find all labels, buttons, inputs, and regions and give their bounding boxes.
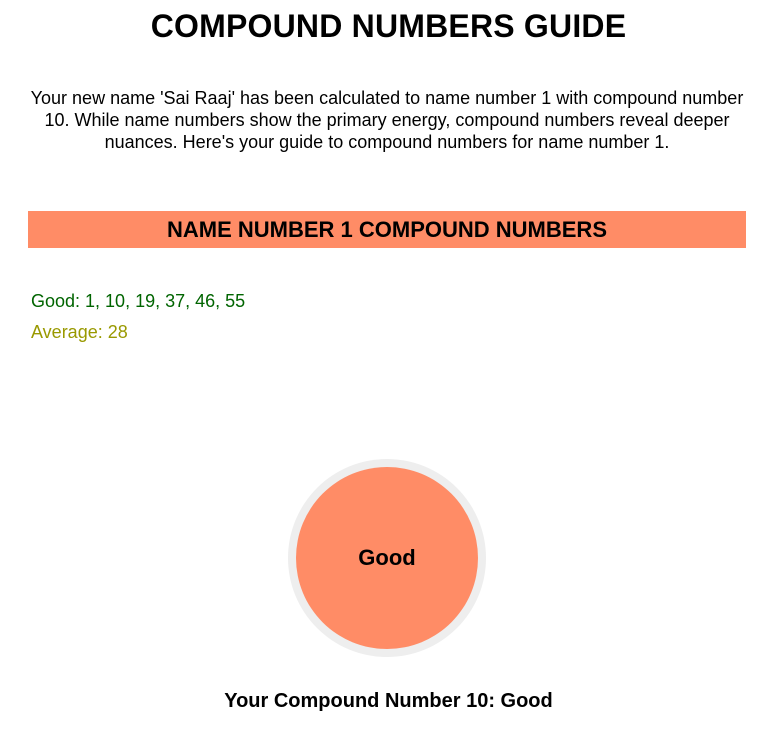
result-indicator-label: Good <box>358 545 416 570</box>
section-heading-banner <box>28 211 746 248</box>
intro-paragraph: Your new name 'Sai Raaj' has been calculated to name number 1 with compound number 10. While name numbers show the primary energy, compound numbers reveal deeper nuances. Here's your guide to compound numbers for name number 1. <box>30 88 744 152</box>
result-indicator-circle <box>296 467 478 649</box>
compound-result-text: Your Compound Number 10: Good <box>224 690 553 712</box>
result-indicator-ring <box>288 459 486 657</box>
section-heading: NAME NUMBER 1 COMPOUND NUMBERS <box>166 217 607 242</box>
average-numbers-line: Average: 28 <box>31 322 128 342</box>
page-title: COMPOUND NUMBERS GUIDE <box>150 8 627 44</box>
good-numbers-line: Good: 1, 10, 19, 37, 46, 55 <box>31 291 246 311</box>
